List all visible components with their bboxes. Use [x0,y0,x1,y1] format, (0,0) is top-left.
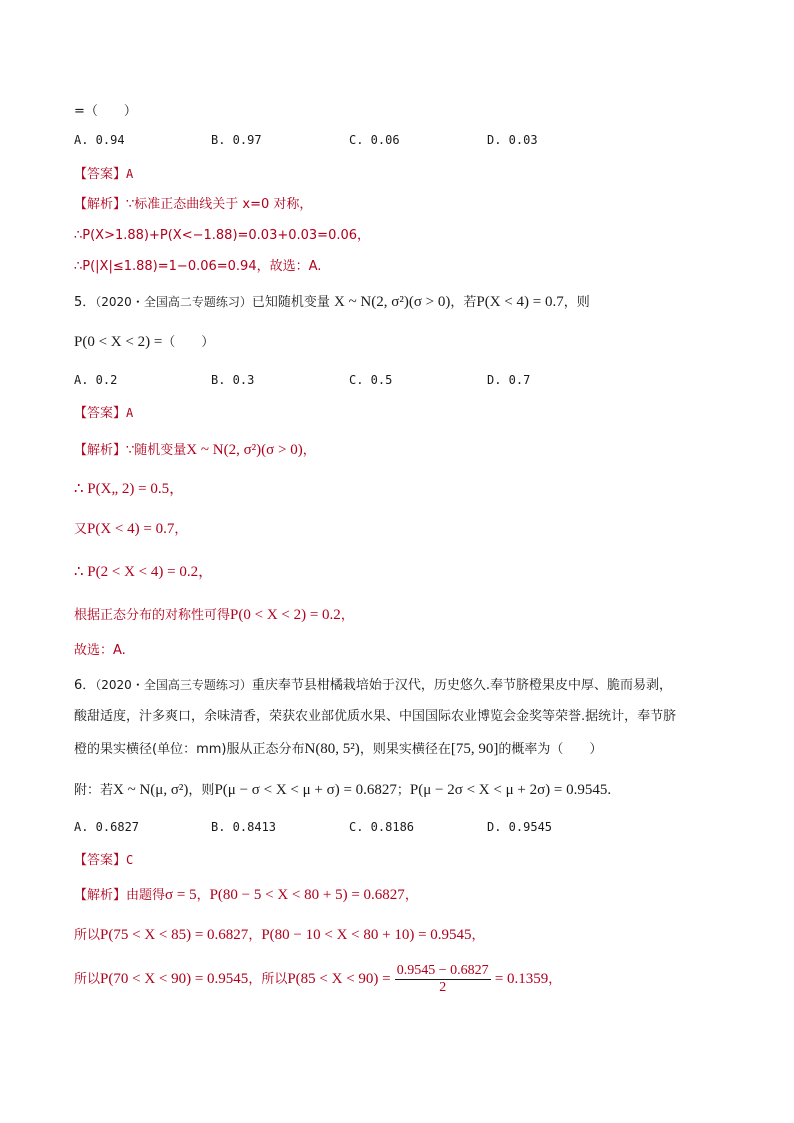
stem-text: 重庆奉节县柑橘栽培始于汉代，历史悠久.奉节脐橙果皮中厚、脆而易剥， [251,678,672,693]
analysis-math-sigma: σ = 5 [165,887,197,903]
q5-stem-line-1 [74,293,590,312]
stem-bracket: （ ） [162,335,215,350]
q5-analysis-line-2: ∴ P(X„ 2) = 0.5， [74,481,185,497]
stem-end: ，则 [563,295,590,310]
question-source: （2020・全国高三专题练习） [95,678,252,692]
analysis-text: 所以 [74,972,101,987]
q5-stem-line-2 [74,333,214,352]
stem-end: 的概率为（ ） [498,742,603,757]
answer-label: 【答案】 [74,167,127,182]
analysis-label: 【解析】 [74,443,127,458]
analysis-text: ∵随机变量 [126,443,187,458]
stem-text: 已知随机变量 [251,295,330,310]
analysis-fraction [395,963,491,996]
q6-stem-line-1 [74,676,672,695]
stem-math-target: P(0 < X < 2) = [74,334,163,350]
q6-option-a: A. 0.6827 [74,820,140,834]
q4-option-b: B. 0.97 [211,133,262,147]
q4-option-d: D. 0.03 [487,133,538,147]
q6-analysis-line-2 [74,926,485,945]
analysis-end: ， [302,443,316,458]
q4-analysis-line-2: ∴P(X>1.88)+P(X<−1.88)=0.03+0.03=0.06， [74,228,371,243]
stem-text: 橙的果实横径(单位：mm)服从正态分布 [74,742,305,757]
analysis-label: 【解析】 [74,888,127,903]
answer-value: A [126,406,134,420]
analysis-sep: ， [248,928,262,943]
analysis-end: ， [340,608,354,623]
q6-option-b: B. 0.8413 [211,820,277,834]
analysis-end: ， [404,888,418,903]
analysis-math: X ~ N(2, σ²)(σ > 0) [186,442,303,458]
q6-stem-line-2: 酸甜适度，汁多爽口，余味清香，荣获农业部优质水果、中国国际农业博览会金奖等荣誉.据统计，奉节脐 [74,709,677,724]
analysis-end: ， [548,972,562,987]
q6-stem-line-3 [74,740,602,759]
q5-analysis-line-1 [74,441,316,460]
stem-math-distribution: N(80, 5²) [304,741,360,757]
note-math-one-sigma: P(μ − σ < X < μ + σ) = 0.6827 [214,782,397,798]
q4-analysis-line-3: ∴P(|X|≤1.88)=1−0.06=0.94，故选：A. [74,259,322,274]
analysis-text: 又 [74,522,88,537]
q5-option-a: A. 0.2 [74,373,118,387]
stem-math-distribution: X ~ N(2, σ²)(σ > 0) [333,294,451,310]
answer-label: 【答案】 [74,406,127,421]
answer-value: C [126,853,134,867]
q4-answer [74,165,133,184]
q5-options [74,373,634,391]
analysis-end: ， [471,928,485,943]
analysis-text: 根据正态分布的对称性可得 [74,608,231,623]
q6-option-c: C. 0.8186 [349,820,415,834]
question-source: （2020・全国高二专题练习） [95,295,252,309]
q6-answer [74,851,133,870]
q5-analysis-line-5 [74,606,354,625]
fraction-numerator: 0.9545 − 0.6827 [396,963,489,978]
q4-analysis-line-1 [74,196,312,214]
q6-analysis-line-3 [74,962,561,997]
q4-option-a: A. 0.94 [74,133,125,147]
stem-math-interval: [75, 90] [450,741,499,757]
answer-value: A [126,167,134,181]
q5-analysis-line-3 [74,520,187,539]
analysis-sep: ， [196,888,210,903]
question-number: 6． [74,678,96,693]
analysis-text: 所以 [74,928,101,943]
note-mid: ，则 [188,783,215,798]
analysis-math: P(0 < X < 2) = 0.2 [230,607,341,623]
answer-label: 【答案】 [74,853,127,868]
q4-options [74,133,634,151]
analysis-math-second: P(80 − 10 < X < 80 + 10) = 0.9545 [261,927,472,943]
q6-analysis-line-1 [74,886,418,905]
q5-option-b: B. 0.3 [211,373,255,387]
analysis-math-probability: P(80 − 5 < X < 80 + 5) = 0.6827 [209,887,405,903]
analysis-math-target: P(85 < X < 90) = [287,971,391,987]
fraction-denominator: 2 [439,980,447,995]
analysis-math-interval: P(70 < X < 90) = 0.9545 [100,971,249,987]
analysis-mid: ，所以 [248,972,288,987]
analysis-math-result: = 0.1359 [494,971,549,987]
analysis-text: 由题得 [126,888,166,903]
analysis-math: P(X < 4) = 0.7 [87,521,175,537]
note-math-distribution: X ~ N(μ, σ²) [113,782,189,798]
q4-stem-end: =（ ） [74,104,137,119]
analysis-label: 【解析】 [74,197,127,212]
analysis-math-first: P(75 < X < 85) = 0.6827 [100,927,249,943]
q5-conclusion: 故选：A. [74,643,126,658]
q6-option-d: D. 0.9545 [487,820,553,834]
note-math-two-sigma: P(μ − 2σ < X < μ + 2σ) = 0.9545. [409,782,612,798]
q5-analysis-line-4: ∴ P(2 < X < 4) = 0.2， [74,564,214,580]
stem-mid: ，若 [450,295,477,310]
q4-option-c: C. 0.06 [349,133,400,147]
stem-math-probability: P(X < 4) = 0.7 [476,294,564,310]
question-number: 5． [74,295,96,310]
analysis-end: ， [174,522,188,537]
analysis-text: ∵标准正态曲线关于 x=0 对称， [126,197,313,212]
q6-note [74,781,611,800]
q5-answer [74,404,133,423]
note-text: 附：若 [74,783,114,798]
note-sep: ； [396,783,410,798]
q5-option-d: D. 0.7 [487,373,531,387]
stem-mid: ，则果实横径在 [359,742,451,757]
q5-option-c: C. 0.5 [349,373,393,387]
q6-options [74,820,634,838]
